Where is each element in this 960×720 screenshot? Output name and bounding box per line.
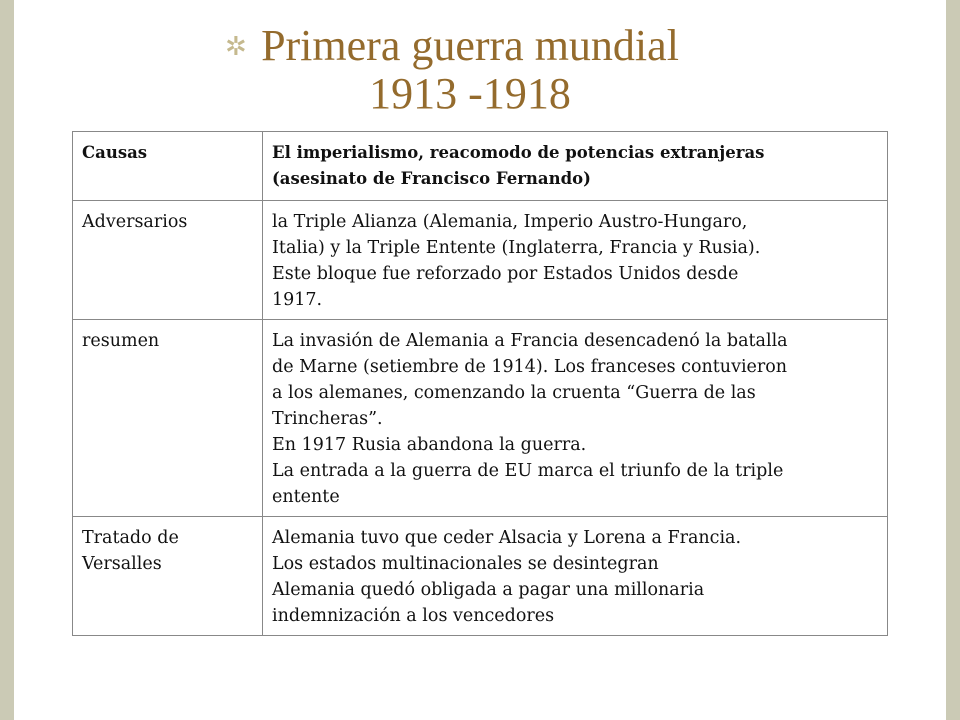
row-label-resumen: resumen bbox=[73, 320, 263, 517]
table-row-tratado bbox=[73, 517, 888, 636]
right-decorative-band bbox=[946, 0, 960, 720]
text-line: La entrada a la guerra de EU marca el triunfo de la triple bbox=[272, 461, 784, 481]
row-value-tratado bbox=[263, 517, 888, 636]
row-value-adversarios bbox=[263, 201, 888, 320]
text-line: (asesinato de Francisco Fernando) bbox=[272, 169, 591, 188]
table-row-resumen bbox=[73, 320, 888, 517]
text-line: En 1917 Rusia abandona la guerra. bbox=[272, 435, 587, 455]
text-line: la Triple Alianza (Alemania, Imperio Austro-Hungaro, bbox=[272, 212, 748, 232]
slide-title bbox=[150, 22, 790, 118]
star-icon: ✲ bbox=[225, 32, 247, 62]
label-line: Versalles bbox=[82, 554, 162, 574]
row-value-causas bbox=[263, 132, 888, 201]
row-label-tratado bbox=[73, 517, 263, 636]
left-decorative-band bbox=[0, 0, 14, 720]
table-row-adversarios bbox=[73, 201, 888, 320]
row-value-resumen bbox=[263, 320, 888, 517]
text-line: 1917. bbox=[272, 290, 323, 310]
text-line: Los estados multinacionales se desintegran bbox=[272, 554, 659, 574]
text-line: entente bbox=[272, 487, 340, 507]
text-line: Este bloque fue reforzado por Estados Unidos desde bbox=[272, 264, 739, 284]
text-line: Alemania quedó obligada a pagar una millonaria bbox=[272, 580, 705, 600]
text-line: La invasión de Alemania a Francia desencadenó la batalla bbox=[272, 331, 788, 351]
text-line: a los alemanes, comenzando la cruenta “Guerra de las bbox=[272, 383, 756, 403]
text-line: Trincheras”. bbox=[272, 409, 383, 429]
table-row-causas bbox=[73, 132, 888, 201]
text-line: de Marne (setiembre de 1914). Los franceses contuvieron bbox=[272, 357, 788, 377]
text-line: indemnización a los vencedores bbox=[272, 606, 555, 626]
label-line: Tratado de bbox=[82, 528, 179, 548]
row-label-causas: Causas bbox=[73, 132, 263, 201]
text-line: El imperialismo, reacomodo de potencias extranjeras bbox=[272, 143, 765, 162]
text-line: Alemania tuvo que ceder Alsacia y Lorena a Francia. bbox=[272, 528, 742, 548]
title-line-years: 1913 -1918 bbox=[369, 69, 571, 118]
text-line: Italia) y la Triple Entente (Inglaterra, Francia y Rusia). bbox=[272, 238, 761, 258]
content-table bbox=[72, 131, 888, 636]
row-label-adversarios: Adversarios bbox=[73, 201, 263, 320]
title-line-main: Primera guerra mundial bbox=[261, 21, 679, 70]
